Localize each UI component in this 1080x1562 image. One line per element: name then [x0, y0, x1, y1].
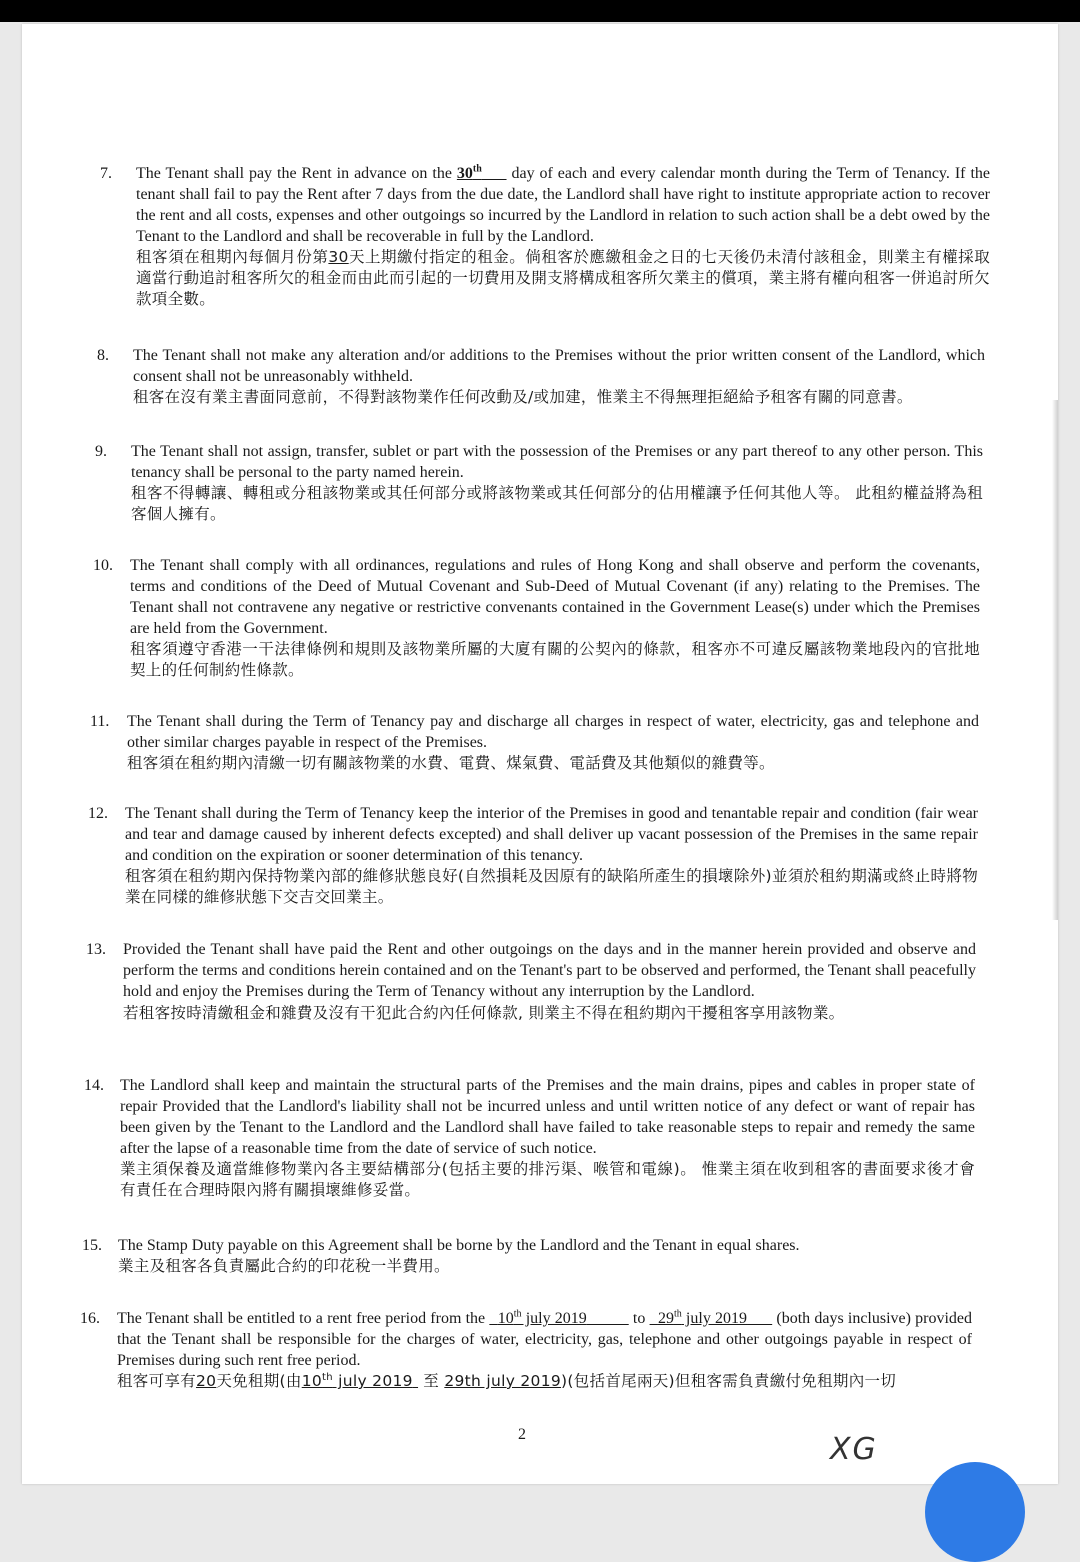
text: th	[673, 1308, 682, 1320]
clause-number: 16.	[80, 1310, 100, 1327]
clause-number: 15.	[82, 1237, 102, 1254]
text: day of each and every calendar month during the Term of Tenancy. If the tenant shall fail to pay the Rent after 7 days from the due date, the Landlord shall have right to institute appropriate action to recover the rent and all costs, expenses and other outgoings so incurred by the Landlord in relation to such action shall be a debt owed by the Tenant to the Landlord and shall be recoverable in full by the Landlord.	[136, 165, 990, 245]
rent-day-blank-zh: 30	[328, 248, 349, 266]
clause-number: 12.	[88, 805, 108, 822]
clause-text-en: The Tenant shall not assign, transfer, sublet or part with the possession of the Premises or any part thereof to any other person. This tenancy shall be personal to the party named herein.	[131, 443, 983, 481]
signature: XG	[830, 1432, 878, 1467]
text: )(包括首尾兩天)但租客需負責繳付免租期內一切	[561, 1372, 897, 1390]
text: th	[513, 1308, 522, 1320]
clause-text-en: The Tenant shall during the Term of Tenancy pay and discharge all charges in respect of water, electricity, gas and telephone and other similar charges payable in respect of the Premises.	[127, 713, 979, 751]
clause-text-zh	[136, 247, 990, 310]
clause-text-zh: 租客在沒有業主書面同意前，不得對該物業作任何改動及/或加建，惟業主不得無理拒絕給予租客有關的同意書。	[133, 388, 913, 406]
rent-free-to-blank-zh: 29th july 2019	[444, 1372, 562, 1390]
text: july 2019	[681, 1310, 748, 1327]
clause-text-en	[136, 163, 990, 247]
text: 租客須在租期內每個月份第	[136, 248, 329, 266]
text: july 2019	[332, 1372, 413, 1390]
text: The Tenant shall be entitled to a rent free period from the	[117, 1310, 490, 1327]
clause-text-zh: 若租客按時清繳租金和雜費及沒有干犯此合約內任何條款, 則業主不得在租約期內干擾租客享用該物業。	[123, 1004, 845, 1022]
rent-day-blank	[457, 165, 507, 182]
clause-text-zh: 租客須在租約期內保持物業內部的維修狀態良好(自然損耗及因原有的缺陷所產生的損壞除外)並須於租約期滿或終止時將物業在同樣的維修狀態下交吉交回業主。	[125, 867, 978, 906]
text: th	[322, 1371, 333, 1383]
clause-number: 11.	[90, 713, 110, 730]
clause-text-en: Provided the Tenant shall have paid the Rent and other outgoings on the days and in the manner herein provided and observe and perform the terms and conditions herein contained and on the Tenant's part to be observed and performed, the Tenant shall peacefully hold and enjoy the Premises during the Term of Tenancy without any interruption by the Landlord.	[123, 941, 976, 1000]
text: 至	[418, 1372, 445, 1390]
text: 天免租期(由	[216, 1372, 302, 1390]
clause-text-zh	[117, 1371, 972, 1392]
clause-number: 13.	[86, 941, 106, 958]
text: 10	[497, 1310, 514, 1327]
text: 10	[301, 1372, 323, 1390]
clause-text-en: The Landlord shall keep and maintain the structural parts of the Premises and the main drains, pipes and cables in proper state of repair Provided that the Landlord's liability shall not be incurred unless and until written notice of any defect or want of repair has been given by the Tenant to the Landlord and the Landlord shall have failed to take reasonable steps to repair and remedy the same after the lapse of a reasonable time from the date of service of such notice.	[120, 1077, 975, 1157]
scan-edge-shadow	[1052, 400, 1058, 920]
rent-free-days-blank: 20	[196, 1372, 217, 1390]
clause-text-en: The Tenant shall comply with all ordinances, regulations and rules of Hong Kong and shall observe and perform the covenants, terms and conditions of the Deed of Mutual Covenant and Sub-Deed of Mutual Covenant (if any) relating to the Premises. The Tenant shall not contravene any negative or restrictive convenants contained in the Government Lease(s) under which the Premises are held from the Government.	[130, 557, 980, 637]
clause-number: 14.	[84, 1077, 104, 1094]
clause-text-zh: 租客須在租約期內清繳一切有關該物業的水費、電費、煤氣費、電話費及其他類似的雜費等。	[127, 754, 775, 772]
top-bar	[0, 0, 1080, 22]
text: july 2019	[521, 1310, 587, 1327]
clause-number: 7.	[100, 165, 112, 182]
text: 租客可享有	[117, 1372, 197, 1390]
text: The Tenant shall pay the Rent in advance on the	[136, 165, 457, 182]
clause-number: 9.	[95, 443, 107, 460]
rent-free-from-blank-zh	[302, 1372, 418, 1390]
clause-text-en: The Tenant shall not make any alteration and/or additions to the Premises without the prior written consent of the Landlord, which consent shall not be unreasonably withheld.	[133, 347, 985, 385]
floating-action-button[interactable]	[925, 1462, 1025, 1562]
clause-text-zh: 業主須保養及適當維修物業內各主要結構部分(包括主要的排污渠、喉管和電線)。 惟業主須在收到租客的書面要求後才會有責任在合理時限內將有關損壞維修妥當。	[120, 1160, 975, 1199]
clause-text-en: The Tenant shall during the Term of Tenancy keep the interior of the Premises in good and tenantable repair and condition (fair wear and tear and damage caused by inherent defects excepted) and shall deliver up vacant possession of the Premises in the same repair and condition on the expiration or sooner determination of this tenancy.	[125, 805, 978, 864]
text: 天上期繳付指定的租金。倘租客於應繳租金之日的七天後仍未清付該租金，則業主有權採取適當行動追討租客所欠的租金而由此而引起的一切費用及開支將構成租客所欠業主的償項，業主將有權向租客一併追討所欠款項全數。	[136, 248, 990, 308]
clause-number: 8.	[97, 347, 109, 364]
clause-text-en	[117, 1308, 972, 1371]
rent-free-to-blank	[650, 1310, 773, 1327]
text: th	[472, 163, 482, 175]
text: 29	[657, 1310, 674, 1327]
clause-text-en: The Stamp Duty payable on this Agreement shall be borne by the Landlord and the Tenant in equal shares.	[118, 1237, 800, 1254]
rent-free-from-blank	[489, 1310, 628, 1327]
clause-text-zh: 業主及租客各負責屬此合約的印花稅一半費用。	[118, 1257, 450, 1275]
clause-text-zh: 租客須遵守香港一干法律條例和規則及該物業所屬的大廈有關的公契內的條款，租客亦不可違反屬該物業地段內的官批地契上的任何制約性條款。	[130, 640, 980, 679]
page-number: 2	[518, 1426, 526, 1443]
text: to	[628, 1310, 650, 1327]
text: (both days inclusive) provided that the Tenant shall be responsible for the charges of water, electricity, gas, telephone and other outgoings payable in respect of Premises during such rent free period.	[117, 1310, 973, 1369]
clause-number: 10.	[93, 557, 113, 574]
clause-text-zh: 租客不得轉讓、轉租或分租該物業或其任何部分或將該物業或其任何部分的佔用權讓予任何其他人等。 此租約權益將為租客個人擁有。	[131, 484, 983, 523]
text: 30	[456, 165, 473, 182]
